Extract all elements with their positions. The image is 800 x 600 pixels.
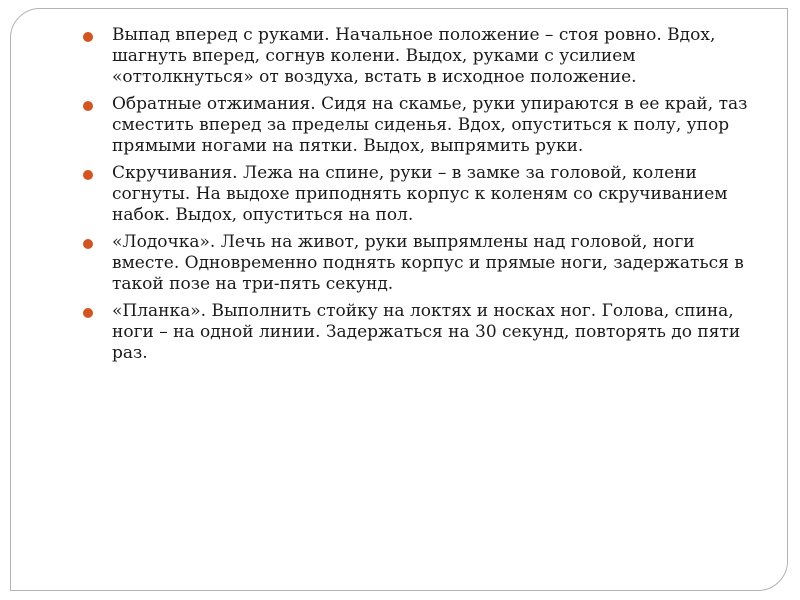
slide-content — [82, 25, 762, 370]
exercise-list — [82, 25, 762, 364]
list-item-text: «Лодочка». Лечь на живот, руки выпрямлены над головой, ноги вместе. Одновременно поднять корпус и прямые ноги, задержаться в такой позе на три-пять секунд. — [112, 232, 744, 294]
bullet-dot-icon — [83, 32, 93, 42]
list-item — [82, 25, 762, 88]
list-item-text: Скручивания. Лежа на спине, руки – в замке за головой, колени согнуты. На выдохе приподнять корпус к коленям со скручиванием набок. Выдох, опуститься на пол. — [112, 163, 728, 225]
list-item — [82, 94, 762, 157]
list-item — [82, 163, 762, 226]
list-item-text: Обратные отжимания. Сидя на скамье, руки упираются в ее край, таз сместить вперед за пределы сиденья. Вдох, опуститься к полу, упор прямыми ногами на пятки. Выдох, выпрямить руки. — [112, 94, 748, 156]
list-item-text: «Планка». Выполнить стойку на локтях и носках ног. Голова, спина, ноги – на одной линии. Задержаться на 30 секунд, повторять до пяти раз. — [112, 301, 741, 363]
bullet-dot-icon — [83, 170, 93, 180]
bullet-dot-icon — [83, 101, 93, 111]
list-item — [82, 301, 762, 364]
list-item-text: Выпад вперед с руками. Начальное положение – стоя ровно. Вдох, шагнуть вперед, согнув колени. Выдох, руками с усилием «оттолкнуться» от воздуха, встать в исходное положение. — [112, 25, 716, 87]
bullet-dot-icon — [83, 239, 93, 249]
list-item — [82, 232, 762, 295]
bullet-dot-icon — [83, 308, 93, 318]
